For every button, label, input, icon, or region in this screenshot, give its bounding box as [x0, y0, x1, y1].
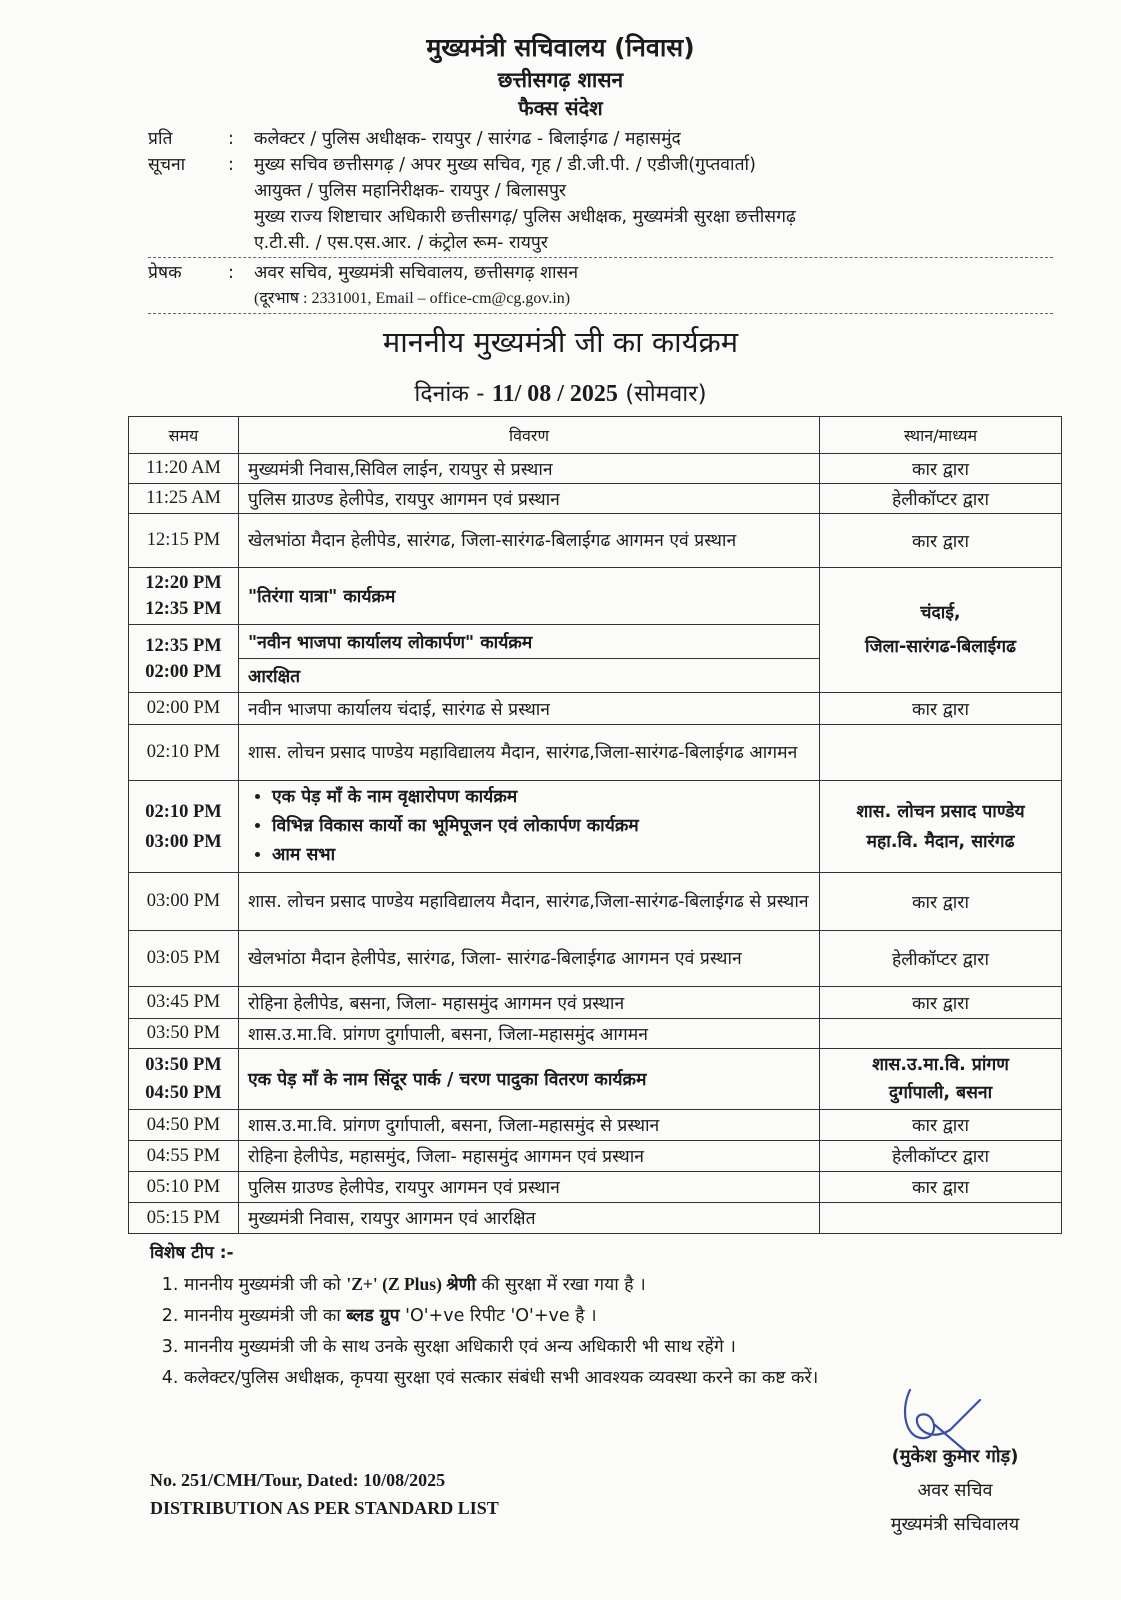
info-label: सूचना [148, 155, 186, 175]
date-day: (सोमवार) [625, 381, 707, 407]
info-line: आयुक्त / पुलिस महानिरीक्षक- रायपुर / बिलासपुर [254, 181, 567, 201]
table-row: 03:50 PM 04:50 PM एक पेड़ माँ के नाम सिंदूर पार्क / चरण पादुका वितरण कार्यक्रम शास.उ.मा.वि. प्रांगण दुर्गापाली, बसना [129, 1049, 1062, 1110]
table-row: 05:10 PM पुलिस ग्राउण्ड हेलीपेड, रायपुर आगमन एवं प्रस्थान कार द्वारा [129, 1172, 1062, 1203]
signatory-name: (मुकेश कुमार गोड़) [891, 1446, 1019, 1467]
sender-label: प्रेषक [148, 263, 182, 283]
reference-number: No. 251/CMH/Tour, Dated: 10/08/2025 [150, 1470, 446, 1490]
table-row: 04:55 PM रोहिना हेलीपेड, महासमुंद, जिला- महासमुंद आगमन एवं प्रस्थान हेलीकॉप्टर द्वारा [129, 1141, 1062, 1172]
date-prefix: दिनांक - [414, 381, 485, 407]
table-row: 02:10 PM 03:00 PM • एक पेड़ माँ के नाम वृक्षारोपण कार्यक्रम • विभिन्न विकास कार्यो का भूमिपूजन एवं लोकार्पण कार्यक्रम • आम सभा शास. लोचन प्रसाद पाण्डेय महा.वि. मैदान, सारंगढ [129, 781, 1062, 873]
to-label: प्रति [148, 129, 173, 149]
address-block [148, 126, 1048, 316]
table-row: 11:20 AM मुख्यमंत्री निवास,सिविल लाईन, रायपुर से प्रस्थान कार द्वारा [129, 454, 1062, 484]
reference-block [150, 1466, 499, 1522]
divider [148, 257, 1053, 258]
table-row: 12:15 PM खेलभांठा मैदान हेलीपेड, सारंगढ, जिला-सारंगढ-बिलाईगढ आगमन एवं प्रस्थान कार द्वारा [129, 514, 1062, 568]
signatory-designation: अवर सचिव [917, 1480, 993, 1501]
table-header-row [129, 417, 1062, 454]
info-line: मुख्य राज्य शिष्टाचार अधिकारी छत्तीसगढ़/ पुलिस अधीक्षक, मुख्यमंत्री सुरक्षा छत्तीसगढ़ [254, 207, 796, 227]
table-row: 03:45 PM रोहिना हेलीपेड, बसना, जिला- महासमुंद आगमन एवं प्रस्थान कार द्वारा [129, 987, 1062, 1019]
divider [148, 313, 1053, 314]
info-line: मुख्य सचिव छत्तीसगढ़ / अपर मुख्य सचिव, गृह / डी.जी.पी. / एडीजी(गुप्तवार्ता) [254, 155, 756, 175]
table-row: 05:15 PM मुख्यमंत्री निवास, रायपुर आगमन एवं आरक्षित [129, 1203, 1062, 1234]
event-list [248, 783, 810, 870]
office-heading: मुख्यमंत्री सचिवालय (निवास) [426, 33, 695, 62]
date-value: 11/ 08 / 2025 [491, 381, 618, 407]
list-item: • आम सभा [272, 841, 810, 870]
notes-heading: विशेष टीप :- [150, 1243, 234, 1263]
table-row: 12:20 PM 12:35 PM "तिरंगा यात्रा" कार्यक्रम चंदाई, जिला-सारंगढ-बिलाईगढ [129, 568, 1062, 625]
list-item: 3. माननीय मुख्यमंत्री जी के साथ उनके सुरक्षा अधिकारी एवं अन्य अधिकारी भी साथ रहेंगे । [184, 1332, 1050, 1363]
header-place: स्थान/माध्यम [820, 417, 1062, 454]
distribution-line: DISTRIBUTION AS PER STANDARD LIST [150, 1498, 499, 1518]
date-line [0, 376, 1121, 408]
header-time: समय [129, 417, 239, 454]
table-row: 04:50 PM शास.उ.मा.वि. प्रांगण दुर्गापाली, बसना, जिला-महासमुंद से प्रस्थान कार द्वारा [129, 1110, 1062, 1141]
list-item: 4. कलेक्टर/पुलिस अधीक्षक, कृपया सुरक्षा एवं सत्कार संबंधी सभी आवश्यक व्यवस्था करने का कष्ट करें। [184, 1363, 1050, 1394]
to-row: प्रति : कलेक्टर / पुलिस अधीक्षक- रायपुर / सारंगढ - बिलाईगढ / महासमुंद [148, 126, 1048, 152]
schedule-table [128, 416, 1062, 1234]
signatory-office: मुख्यमंत्री सचिवालय [890, 1514, 1020, 1535]
info-line: ए.टी.सी. / एस.एस.आर. / कंट्रोल रूम- रायपुर [254, 233, 548, 253]
table-row: 02:00 PM नवीन भाजपा कार्यालय चंदाई, सारंगढ से प्रस्थान कार द्वारा [129, 693, 1062, 725]
table-row: 03:00 PM शास. लोचन प्रसाद पाण्डेय महाविद्यालय मैदान, सारंगढ,जिला-सारंगढ-बिलाईगढ से प्रस्थान कार द्वारा [129, 873, 1062, 931]
list-item: • विभिन्न विकास कार्यो का भूमिपूजन एवं लोकार्पण कार्यक्रम [272, 812, 810, 841]
table-row: 03:50 PM शास.उ.मा.वि. प्रांगण दुर्गापाली, बसना, जिला-महासमुंद आगमन [129, 1019, 1062, 1049]
info-row: सूचना : मुख्य सचिव छत्तीसगढ़ / अपर मुख्य सचिव, गृह / डी.जी.पी. / एडीजी(गुप्तवार्ता) आयुक्त / पुलिस महानिरीक्षक- रायपुर / बिलासपुर मुख्य राज्य शिष्टाचार अधिकारी छत्तीसगढ़/ पुलिस अधीक्षक, मुख्यमंत्री सुरक्षा छत्तीसगढ़ ए.टी.सी. / एस.एस.आर. / कंट्रोल रूम- रायपुर [148, 152, 1048, 256]
sender-contact: (दूरभाष : 2331001, Email – office-cm@cg.gov.in) [254, 290, 571, 307]
table-row: 12:35 PM 02:00 PM "नवीन भाजपा कार्यालय लोकार्पण" कार्यक्रम [129, 625, 1062, 659]
doc-type-heading: फैक्स संदेश [518, 96, 603, 120]
place-chandai: चंदाई, जिला-सारंगढ-बिलाईगढ [820, 568, 1062, 693]
table-row: 02:10 PM शास. लोचन प्रसाद पाण्डेय महाविद्यालय मैदान, सारंगढ,जिला-सारंगढ-बिलाईगढ आगमन [129, 725, 1062, 781]
signatory-block [840, 1440, 1070, 1542]
list-item: 1. माननीय मुख्यमंत्री जी को 'Z+' (Z Plus) श्रेणी की सुरक्षा में रखा गया है । [184, 1269, 1050, 1301]
page-title: माननीय मुख्यमंत्री जी का कार्यक्रम [382, 325, 739, 359]
list-item: 2. माननीय मुख्यमंत्री जी का ब्लड ग्रुप 'O'+ve रिपीट 'O'+ve है । [184, 1301, 1050, 1332]
table-row: 03:05 PM खेलभांठा मैदान हेलीपेड, सारंगढ, जिला- सारंगढ-बिलाईगढ आगमन एवं प्रस्थान हेलीकॉप्टर द्वारा [129, 931, 1062, 987]
to-value: कलेक्टर / पुलिस अधीक्षक- रायपुर / सारंगढ - बिलाईगढ / महासमुंद [254, 129, 681, 149]
table-row: आरक्षित [129, 659, 1062, 693]
government-heading: छत्तीसगढ़ शासन [497, 68, 624, 92]
list-item: • एक पेड़ माँ के नाम वृक्षारोपण कार्यक्रम [272, 783, 810, 812]
sender-value: अवर सचिव, मुख्यमंत्री सचिवालय, छत्तीसगढ़ शासन [254, 263, 579, 283]
sender-row: प्रेषक : अवर सचिव, मुख्यमंत्री सचिवालय, छत्तीसगढ़ शासन (दूरभाष : 2331001, Email – office-cm@cg.gov.in) [148, 260, 1048, 312]
header-desc: विवरण [239, 417, 820, 454]
table-row: 11:25 AM पुलिस ग्राउण्ड हेलीपेड, रायपुर आगमन एवं प्रस्थान हेलीकॉप्टर द्वारा [129, 484, 1062, 514]
